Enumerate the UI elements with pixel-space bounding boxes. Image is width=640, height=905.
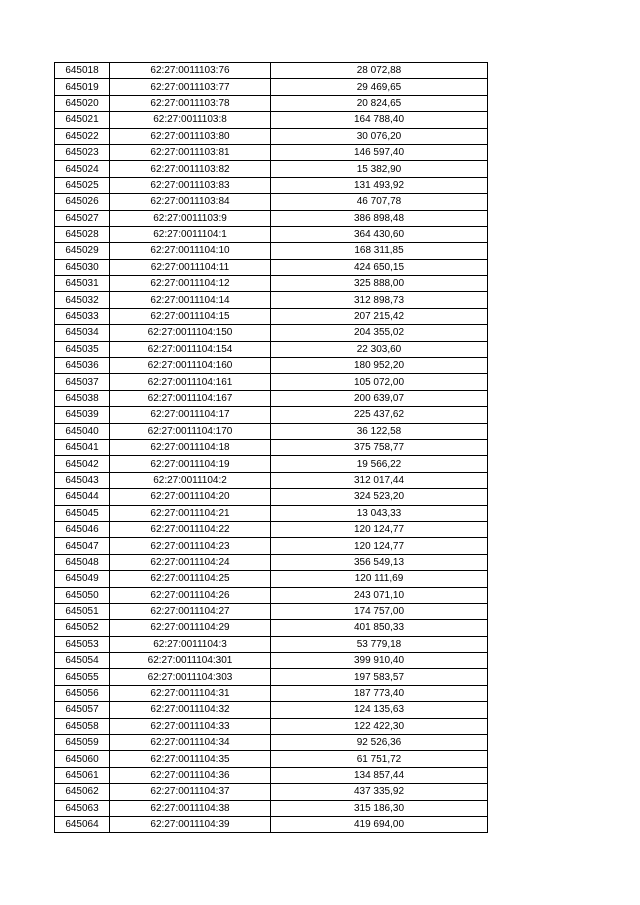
cadastral-value-table bbox=[54, 62, 488, 833]
cadastral-value-cell: 324 523,20 bbox=[271, 489, 488, 505]
cadastral-number-cell: 62:27:0011103:8 bbox=[110, 112, 271, 128]
table-row bbox=[55, 587, 488, 603]
row-number-cell: 645037 bbox=[55, 374, 110, 390]
cadastral-number-cell: 62:27:0011103:78 bbox=[110, 95, 271, 111]
table-row bbox=[55, 79, 488, 95]
row-number-cell: 645031 bbox=[55, 276, 110, 292]
cadastral-value-cell: 19 566,22 bbox=[271, 456, 488, 472]
row-number-cell: 645046 bbox=[55, 521, 110, 537]
cadastral-number-cell: 62:27:0011104:1 bbox=[110, 226, 271, 242]
table-row bbox=[55, 423, 488, 439]
cadastral-value-cell: 401 850,33 bbox=[271, 620, 488, 636]
row-number-cell: 645052 bbox=[55, 620, 110, 636]
table-row bbox=[55, 767, 488, 783]
cadastral-value-cell: 120 124,77 bbox=[271, 521, 488, 537]
cadastral-number-cell: 62:27:0011103:82 bbox=[110, 161, 271, 177]
cadastral-number-cell: 62:27:0011104:25 bbox=[110, 571, 271, 587]
row-number-cell: 645062 bbox=[55, 784, 110, 800]
row-number-cell: 645033 bbox=[55, 308, 110, 324]
cadastral-number-cell: 62:27:0011104:154 bbox=[110, 341, 271, 357]
table-row bbox=[55, 571, 488, 587]
table-row bbox=[55, 685, 488, 701]
table-row bbox=[55, 620, 488, 636]
row-number-cell: 645054 bbox=[55, 653, 110, 669]
row-number-cell: 645056 bbox=[55, 685, 110, 701]
table-row bbox=[55, 276, 488, 292]
cadastral-number-cell: 62:27:0011104:170 bbox=[110, 423, 271, 439]
cadastral-value-cell: 146 597,40 bbox=[271, 144, 488, 160]
cadastral-value-cell: 180 952,20 bbox=[271, 358, 488, 374]
table-row bbox=[55, 653, 488, 669]
table-row bbox=[55, 177, 488, 193]
cadastral-value-cell: 20 824,65 bbox=[271, 95, 488, 111]
table-row bbox=[55, 472, 488, 488]
cadastral-number-cell: 62:27:0011104:24 bbox=[110, 554, 271, 570]
table-row bbox=[55, 194, 488, 210]
cadastral-number-cell: 62:27:0011104:34 bbox=[110, 735, 271, 751]
cadastral-value-cell: 122 422,30 bbox=[271, 718, 488, 734]
row-number-cell: 645051 bbox=[55, 603, 110, 619]
row-number-cell: 645032 bbox=[55, 292, 110, 308]
table-row bbox=[55, 538, 488, 554]
table-row bbox=[55, 669, 488, 685]
table-row bbox=[55, 226, 488, 242]
cadastral-number-cell: 62:27:0011104:17 bbox=[110, 407, 271, 423]
cadastral-value-cell: 200 639,07 bbox=[271, 390, 488, 406]
row-number-cell: 645060 bbox=[55, 751, 110, 767]
cadastral-number-cell: 62:27:0011104:150 bbox=[110, 325, 271, 341]
table-body bbox=[55, 63, 488, 833]
cadastral-value-cell: 28 072,88 bbox=[271, 63, 488, 79]
row-number-cell: 645057 bbox=[55, 702, 110, 718]
cadastral-value-cell: 120 111,69 bbox=[271, 571, 488, 587]
cadastral-number-cell: 62:27:0011104:38 bbox=[110, 800, 271, 816]
cadastral-number-cell: 62:27:0011104:26 bbox=[110, 587, 271, 603]
cadastral-number-cell: 62:27:0011104:10 bbox=[110, 243, 271, 259]
table-row bbox=[55, 390, 488, 406]
row-number-cell: 645026 bbox=[55, 194, 110, 210]
table-row bbox=[55, 161, 488, 177]
cadastral-number-cell: 62:27:0011104:22 bbox=[110, 521, 271, 537]
row-number-cell: 645055 bbox=[55, 669, 110, 685]
row-number-cell: 645029 bbox=[55, 243, 110, 259]
table-row bbox=[55, 243, 488, 259]
table-row bbox=[55, 358, 488, 374]
cadastral-number-cell: 62:27:0011104:36 bbox=[110, 767, 271, 783]
cadastral-value-cell: 197 583,57 bbox=[271, 669, 488, 685]
row-number-cell: 645061 bbox=[55, 767, 110, 783]
cadastral-number-cell: 62:27:0011104:35 bbox=[110, 751, 271, 767]
cadastral-value-cell: 15 382,90 bbox=[271, 161, 488, 177]
cadastral-value-cell: 225 437,62 bbox=[271, 407, 488, 423]
cadastral-value-cell: 36 122,58 bbox=[271, 423, 488, 439]
cadastral-value-cell: 174 757,00 bbox=[271, 603, 488, 619]
cadastral-value-cell: 92 526,36 bbox=[271, 735, 488, 751]
cadastral-value-cell: 375 758,77 bbox=[271, 439, 488, 455]
row-number-cell: 645028 bbox=[55, 226, 110, 242]
cadastral-number-cell: 62:27:0011104:29 bbox=[110, 620, 271, 636]
row-number-cell: 645049 bbox=[55, 571, 110, 587]
document-page bbox=[54, 62, 487, 833]
row-number-cell: 645023 bbox=[55, 144, 110, 160]
cadastral-value-cell: 424 650,15 bbox=[271, 259, 488, 275]
cadastral-number-cell: 62:27:0011104:39 bbox=[110, 816, 271, 832]
table-row bbox=[55, 128, 488, 144]
row-number-cell: 645042 bbox=[55, 456, 110, 472]
row-number-cell: 645036 bbox=[55, 358, 110, 374]
row-number-cell: 645058 bbox=[55, 718, 110, 734]
cadastral-value-cell: 315 186,30 bbox=[271, 800, 488, 816]
cadastral-value-cell: 312 898,73 bbox=[271, 292, 488, 308]
table-row bbox=[55, 784, 488, 800]
cadastral-value-cell: 364 430,60 bbox=[271, 226, 488, 242]
cadastral-number-cell: 62:27:0011103:83 bbox=[110, 177, 271, 193]
cadastral-number-cell: 62:27:0011103:80 bbox=[110, 128, 271, 144]
row-number-cell: 645024 bbox=[55, 161, 110, 177]
cadastral-value-cell: 419 694,00 bbox=[271, 816, 488, 832]
cadastral-value-cell: 105 072,00 bbox=[271, 374, 488, 390]
cadastral-value-cell: 30 076,20 bbox=[271, 128, 488, 144]
table-row bbox=[55, 702, 488, 718]
cadastral-value-cell: 13 043,33 bbox=[271, 505, 488, 521]
cadastral-number-cell: 62:27:0011104:18 bbox=[110, 439, 271, 455]
row-number-cell: 645021 bbox=[55, 112, 110, 128]
row-number-cell: 645064 bbox=[55, 816, 110, 832]
cadastral-value-cell: 243 071,10 bbox=[271, 587, 488, 603]
table-row bbox=[55, 521, 488, 537]
table-row bbox=[55, 800, 488, 816]
row-number-cell: 645041 bbox=[55, 439, 110, 455]
cadastral-value-cell: 61 751,72 bbox=[271, 751, 488, 767]
table-row bbox=[55, 112, 488, 128]
row-number-cell: 645027 bbox=[55, 210, 110, 226]
cadastral-number-cell: 62:27:0011104:160 bbox=[110, 358, 271, 374]
cadastral-value-cell: 124 135,63 bbox=[271, 702, 488, 718]
table-row bbox=[55, 259, 488, 275]
cadastral-number-cell: 62:27:0011103:77 bbox=[110, 79, 271, 95]
row-number-cell: 645034 bbox=[55, 325, 110, 341]
cadastral-value-cell: 325 888,00 bbox=[271, 276, 488, 292]
row-number-cell: 645040 bbox=[55, 423, 110, 439]
cadastral-number-cell: 62:27:0011104:31 bbox=[110, 685, 271, 701]
table-row bbox=[55, 603, 488, 619]
table-row bbox=[55, 407, 488, 423]
cadastral-number-cell: 62:27:0011104:11 bbox=[110, 259, 271, 275]
table-row bbox=[55, 210, 488, 226]
cadastral-value-cell: 187 773,40 bbox=[271, 685, 488, 701]
table-row bbox=[55, 63, 488, 79]
cadastral-value-cell: 437 335,92 bbox=[271, 784, 488, 800]
cadastral-number-cell: 62:27:0011103:76 bbox=[110, 63, 271, 79]
table-row bbox=[55, 95, 488, 111]
cadastral-value-cell: 22 303,60 bbox=[271, 341, 488, 357]
table-row bbox=[55, 341, 488, 357]
cadastral-value-cell: 120 124,77 bbox=[271, 538, 488, 554]
table-row bbox=[55, 505, 488, 521]
cadastral-value-cell: 204 355,02 bbox=[271, 325, 488, 341]
table-row bbox=[55, 308, 488, 324]
cadastral-number-cell: 62:27:0011104:21 bbox=[110, 505, 271, 521]
cadastral-number-cell: 62:27:0011104:20 bbox=[110, 489, 271, 505]
table-row bbox=[55, 735, 488, 751]
cadastral-number-cell: 62:27:0011104:15 bbox=[110, 308, 271, 324]
row-number-cell: 645059 bbox=[55, 735, 110, 751]
cadastral-number-cell: 62:27:0011104:303 bbox=[110, 669, 271, 685]
row-number-cell: 645043 bbox=[55, 472, 110, 488]
cadastral-number-cell: 62:27:0011104:32 bbox=[110, 702, 271, 718]
cadastral-number-cell: 62:27:0011104:23 bbox=[110, 538, 271, 554]
cadastral-number-cell: 62:27:0011104:167 bbox=[110, 390, 271, 406]
cadastral-value-cell: 386 898,48 bbox=[271, 210, 488, 226]
row-number-cell: 645045 bbox=[55, 505, 110, 521]
row-number-cell: 645044 bbox=[55, 489, 110, 505]
cadastral-number-cell: 62:27:0011103:81 bbox=[110, 144, 271, 160]
table-row bbox=[55, 144, 488, 160]
row-number-cell: 645019 bbox=[55, 79, 110, 95]
table-row bbox=[55, 456, 488, 472]
table-row bbox=[55, 816, 488, 832]
row-number-cell: 645063 bbox=[55, 800, 110, 816]
table-row bbox=[55, 439, 488, 455]
cadastral-value-cell: 131 493,92 bbox=[271, 177, 488, 193]
cadastral-number-cell: 62:27:0011104:12 bbox=[110, 276, 271, 292]
row-number-cell: 645030 bbox=[55, 259, 110, 275]
row-number-cell: 645038 bbox=[55, 390, 110, 406]
table-row bbox=[55, 718, 488, 734]
cadastral-value-cell: 399 910,40 bbox=[271, 653, 488, 669]
cadastral-value-cell: 53 779,18 bbox=[271, 636, 488, 652]
cadastral-number-cell: 62:27:0011104:14 bbox=[110, 292, 271, 308]
table-row bbox=[55, 292, 488, 308]
table-row bbox=[55, 751, 488, 767]
cadastral-value-cell: 164 788,40 bbox=[271, 112, 488, 128]
cadastral-value-cell: 29 469,65 bbox=[271, 79, 488, 95]
cadastral-number-cell: 62:27:0011104:2 bbox=[110, 472, 271, 488]
cadastral-number-cell: 62:27:0011104:3 bbox=[110, 636, 271, 652]
cadastral-value-cell: 356 549,13 bbox=[271, 554, 488, 570]
cadastral-number-cell: 62:27:0011104:301 bbox=[110, 653, 271, 669]
table-row bbox=[55, 554, 488, 570]
cadastral-value-cell: 46 707,78 bbox=[271, 194, 488, 210]
table-row bbox=[55, 325, 488, 341]
cadastral-number-cell: 62:27:0011104:33 bbox=[110, 718, 271, 734]
cadastral-number-cell: 62:27:0011104:19 bbox=[110, 456, 271, 472]
cadastral-value-cell: 207 215,42 bbox=[271, 308, 488, 324]
row-number-cell: 645018 bbox=[55, 63, 110, 79]
cadastral-value-cell: 168 311,85 bbox=[271, 243, 488, 259]
row-number-cell: 645035 bbox=[55, 341, 110, 357]
row-number-cell: 645020 bbox=[55, 95, 110, 111]
table-row bbox=[55, 374, 488, 390]
row-number-cell: 645022 bbox=[55, 128, 110, 144]
table-row bbox=[55, 489, 488, 505]
row-number-cell: 645025 bbox=[55, 177, 110, 193]
table-row bbox=[55, 636, 488, 652]
cadastral-number-cell: 62:27:0011104:161 bbox=[110, 374, 271, 390]
row-number-cell: 645048 bbox=[55, 554, 110, 570]
row-number-cell: 645047 bbox=[55, 538, 110, 554]
cadastral-number-cell: 62:27:0011104:37 bbox=[110, 784, 271, 800]
row-number-cell: 645039 bbox=[55, 407, 110, 423]
row-number-cell: 645050 bbox=[55, 587, 110, 603]
cadastral-value-cell: 134 857,44 bbox=[271, 767, 488, 783]
cadastral-number-cell: 62:27:0011103:9 bbox=[110, 210, 271, 226]
cadastral-number-cell: 62:27:0011103:84 bbox=[110, 194, 271, 210]
row-number-cell: 645053 bbox=[55, 636, 110, 652]
cadastral-value-cell: 312 017,44 bbox=[271, 472, 488, 488]
cadastral-number-cell: 62:27:0011104:27 bbox=[110, 603, 271, 619]
